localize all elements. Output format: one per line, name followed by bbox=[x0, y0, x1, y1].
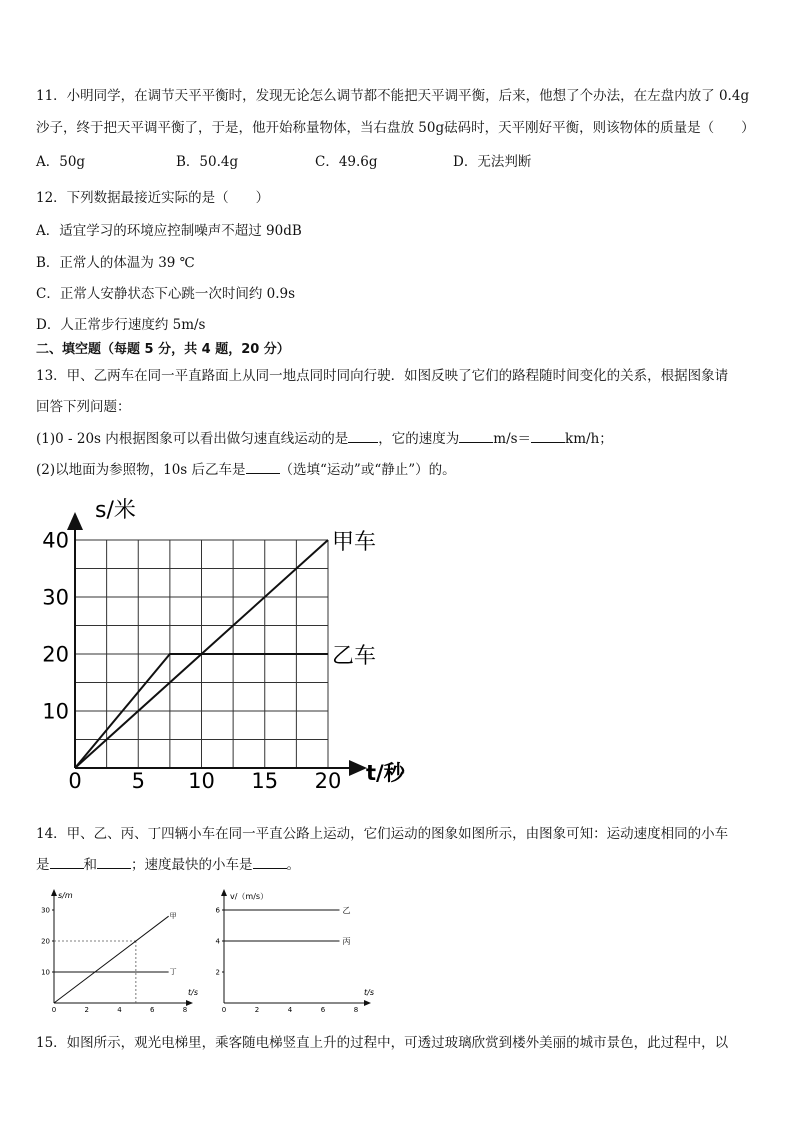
x-tick-label: 0 bbox=[221, 1006, 227, 1014]
x-tick-label: 15 bbox=[251, 769, 279, 793]
q14-text-a: 是 bbox=[36, 857, 50, 873]
q12-stem: 12．下列数据最接近实际的是（ ） bbox=[36, 190, 270, 206]
q11-options bbox=[36, 150, 756, 168]
x-tick-label: 4 bbox=[287, 1006, 293, 1014]
y-tick-label: 4 bbox=[215, 937, 220, 946]
series-label-2: 乙车 bbox=[332, 644, 377, 669]
chart-small-distance-time bbox=[30, 886, 198, 1014]
y-tick-label: 6 bbox=[215, 906, 220, 915]
answer-blank[interactable] bbox=[253, 855, 287, 869]
x-tick-label: 0 bbox=[51, 1006, 57, 1014]
y-axis-label: s/m bbox=[58, 891, 73, 900]
q12-option-b: B．正常人的体温为 39 ℃ bbox=[36, 255, 195, 271]
series-label-1: 甲 bbox=[169, 912, 177, 921]
y-tick-label: 40 bbox=[42, 528, 69, 553]
series-line-1 bbox=[54, 916, 169, 1003]
series-label-2: 丙 bbox=[342, 937, 351, 946]
y-tick-label: 2 bbox=[215, 968, 220, 977]
x-tick-label: 2 bbox=[84, 1006, 89, 1014]
q12-option-d: D．人正常步行速度约 5m/s bbox=[36, 317, 206, 333]
y-axis-label: s/米 bbox=[95, 498, 136, 523]
q13-line2: 回答下列问题： bbox=[36, 399, 131, 415]
q14-text-c: ；速度最快的小车是 bbox=[131, 857, 253, 873]
q14-text-b: 和 bbox=[83, 857, 97, 873]
q13-sub2-text-a: (2)以地面为参照物，10s 后乙车是 bbox=[36, 462, 246, 478]
q11-line2: 沙子，终于把天平调平衡了，于是，他开始称量物体，当右盘放 50g砝码时，天平刚好平衡，则该物体的质量是（ ） bbox=[36, 120, 755, 136]
q14-line2 bbox=[36, 853, 300, 873]
section-title: 二、填空题（每题 5 分，共 4 题，20 分） bbox=[36, 342, 290, 357]
q13-sub2 bbox=[36, 458, 456, 478]
x-axis-label: t/s bbox=[364, 988, 374, 997]
q12-option-c: C．正常人安静状态下心跳一次时间约 0.9s bbox=[36, 286, 296, 302]
x-tick-label: 6 bbox=[320, 1006, 326, 1014]
q13-sub1-text-d: km/h； bbox=[565, 431, 613, 447]
chart-distance-time bbox=[40, 490, 420, 806]
q15-line1: 15．如图所示，观光电梯里，乘客随电梯竖直上升的过程中，可透过玻璃欣赏到楼外美丽的城市景色，此过程中，以 bbox=[36, 1035, 729, 1051]
series-label-1: 甲车 bbox=[332, 530, 377, 555]
x-axis-label: t/s bbox=[188, 988, 198, 997]
y-tick-label: 30 bbox=[41, 906, 50, 915]
series-label-2: 丁 bbox=[169, 968, 177, 976]
x-tick-label: 4 bbox=[117, 1006, 122, 1014]
answer-blank[interactable] bbox=[531, 429, 565, 443]
q14-text-d: 。 bbox=[286, 857, 300, 873]
answer-blank[interactable] bbox=[246, 460, 280, 474]
x-tick-label: 8 bbox=[353, 1006, 359, 1014]
q11-option-d: D．无法判断 bbox=[453, 154, 532, 170]
chart-small-velocity-time bbox=[204, 886, 374, 1014]
x-tick-label: 6 bbox=[150, 1006, 155, 1014]
q13-sub1 bbox=[36, 427, 613, 447]
q13-sub2-text-b: （选填“运动”或“静止”）的。 bbox=[279, 462, 456, 478]
x-tick-label: 0 bbox=[68, 769, 82, 793]
answer-blank[interactable] bbox=[97, 855, 131, 869]
answer-blank[interactable] bbox=[50, 855, 84, 869]
q11-option-a: A．50g bbox=[36, 154, 86, 170]
q13-sub1-text-b: ，它的速度为 bbox=[378, 431, 460, 447]
q12-option-a: A．适宜学习的环境应控制噪声不超过 90dB bbox=[36, 223, 302, 239]
q13-sub1-text-c: m/s＝ bbox=[493, 431, 532, 447]
x-tick-label: 20 bbox=[314, 769, 342, 793]
q13-line1: 13．甲、乙两车在同一平直路面上从同一地点同时同向行驶．如图反映了它们的路程随时间变化的关系，根据图象请 bbox=[36, 368, 729, 384]
x-tick-label: 8 bbox=[182, 1006, 188, 1014]
answer-blank[interactable] bbox=[459, 429, 493, 443]
q13-sub1-text-a: (1)0 - 20s 内根据图象可以看出做匀速直线运动的是 bbox=[36, 431, 349, 447]
y-axis-label: v/（m/s） bbox=[230, 892, 269, 901]
series-label-1: 乙 bbox=[342, 906, 351, 915]
y-tick-label: 30 bbox=[42, 585, 69, 610]
y-tick-label: 10 bbox=[42, 699, 69, 724]
q11-line1: 11．小明同学，在调节天平平衡时，发现无论怎么调节都不能把天平调平衡，后来，他想了个办法，在左盘内放了 0.4g bbox=[36, 88, 750, 104]
q11-option-c: C．49.6g bbox=[315, 154, 378, 170]
answer-blank[interactable] bbox=[348, 429, 378, 443]
y-tick-label: 10 bbox=[41, 968, 50, 977]
y-tick-label: 20 bbox=[42, 642, 69, 667]
x-axis-label: t/秒 bbox=[366, 761, 405, 785]
x-tick-label: 5 bbox=[131, 769, 145, 793]
x-tick-label: 10 bbox=[188, 769, 215, 793]
x-tick-label: 2 bbox=[254, 1006, 260, 1014]
y-tick-label: 20 bbox=[41, 937, 50, 946]
q11-option-b: B．50.4g bbox=[176, 154, 239, 170]
q14-line1: 14．甲、乙、丙、丁四辆小车在同一平直公路上运动，它们运动的图象如图所示，由图象可知：运动速度相同的小车 bbox=[36, 826, 729, 842]
